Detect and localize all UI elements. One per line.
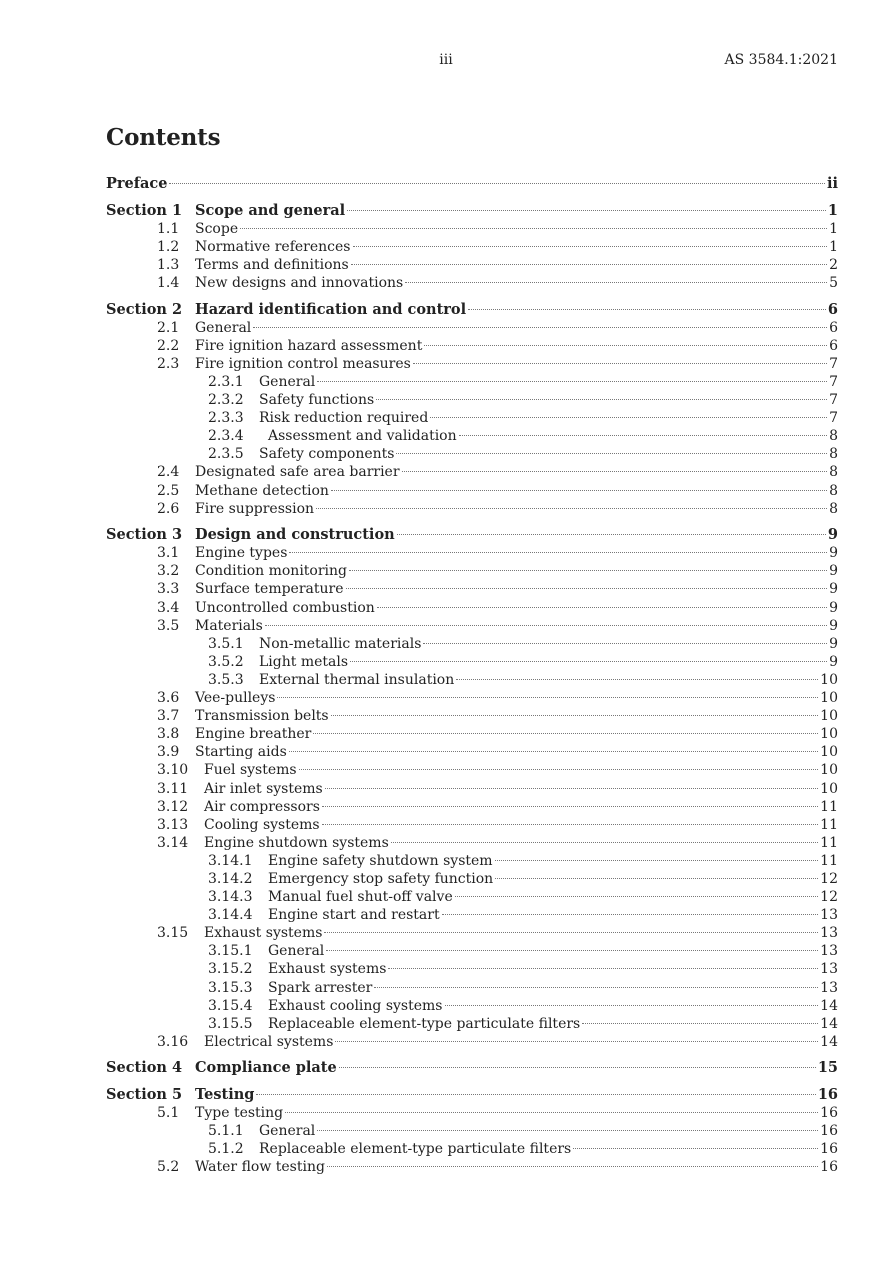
entry-page: 12 <box>820 889 838 906</box>
entry-title: Spark arrester <box>268 979 373 996</box>
dot-leader <box>423 643 827 644</box>
entry-title: Hazard identification and control <box>195 300 467 318</box>
dot-leader <box>391 842 818 843</box>
section-number: Section 5 <box>106 1086 183 1103</box>
toc-entry[interactable] <box>106 798 838 816</box>
entry-page: 1 <box>829 220 838 237</box>
dot-leader <box>317 1130 818 1131</box>
dot-leader <box>322 806 818 807</box>
entry-page: 10 <box>820 708 838 725</box>
toc-entry[interactable] <box>106 1086 838 1104</box>
entry-number: 5.2 <box>157 1159 180 1176</box>
entry-title: Exhaust systems <box>268 961 387 978</box>
entry-title: Uncontrolled combustion <box>195 599 375 616</box>
entry-page: 13 <box>820 979 838 996</box>
dot-leader <box>424 345 827 346</box>
entry-page: 9 <box>829 617 838 634</box>
entry-page: 9 <box>829 599 838 616</box>
entry-page: 6 <box>829 337 838 354</box>
toc-entry[interactable] <box>106 445 838 463</box>
standard-number: AS 3584.1:2021 <box>724 52 838 68</box>
dot-leader <box>240 228 827 229</box>
entry-page: 1 <box>827 201 838 219</box>
entry-number: 5.1 <box>157 1105 180 1122</box>
dot-leader <box>374 987 818 988</box>
toc-entry[interactable] <box>106 337 838 355</box>
toc-entry[interactable] <box>106 373 838 391</box>
dot-leader <box>327 1166 818 1167</box>
dot-leader <box>413 363 827 364</box>
entry-page: 10 <box>820 690 838 707</box>
entry-number: 2.3.3 <box>208 410 244 427</box>
entry-number: 3.15.2 <box>208 961 253 978</box>
entry-number: 3.9 <box>157 744 180 761</box>
entry-number: 2.3.4 <box>208 428 244 445</box>
entry-title: Safety components <box>259 446 395 463</box>
dot-leader <box>326 950 818 951</box>
entry-title: Type testing <box>195 1105 284 1122</box>
toc-entry[interactable] <box>106 562 838 580</box>
entry-page: 8 <box>829 500 838 517</box>
entry-number: 3.16 <box>157 1033 189 1050</box>
toc-entry[interactable] <box>106 870 838 888</box>
entry-page: 16 <box>820 1141 838 1158</box>
toc-entry[interactable] <box>106 653 838 671</box>
toc-entry[interactable] <box>106 888 838 906</box>
entry-title: Manual fuel shut-off valve <box>268 889 453 906</box>
dot-leader <box>459 435 827 436</box>
entry-page: 7 <box>829 373 838 390</box>
entry-page: 13 <box>820 943 838 960</box>
entry-number: 2.4 <box>157 464 180 481</box>
entry-title: Fire suppression <box>195 500 315 517</box>
toc-entry[interactable] <box>106 427 838 445</box>
entry-title: Light metals <box>259 653 349 670</box>
entry-title: Starting aids <box>195 744 287 761</box>
entry-number: 3.8 <box>157 726 180 743</box>
dot-leader <box>322 824 819 825</box>
entry-number: 3.3 <box>157 581 180 598</box>
entry-page: 8 <box>829 446 838 463</box>
entry-page: 11 <box>820 834 838 851</box>
toc-entry[interactable] <box>106 635 838 653</box>
dot-leader <box>253 327 827 328</box>
entry-number: 1.2 <box>157 238 180 255</box>
entry-page: 9 <box>829 563 838 580</box>
entry-page: 6 <box>827 300 838 318</box>
entry-title: Replaceable element-type particulate filters <box>259 1141 572 1158</box>
entry-title: Methane detection <box>195 482 329 499</box>
entry-number: 2.3.1 <box>208 373 244 390</box>
entry-title: Terms and definitions <box>195 256 349 273</box>
entry-page: 9 <box>829 545 838 562</box>
entry-number: 3.15.3 <box>208 979 253 996</box>
dot-leader <box>430 417 827 418</box>
entry-page: 7 <box>829 392 838 409</box>
dot-leader <box>331 715 819 716</box>
entry-title: General <box>195 319 252 336</box>
entry-title: Engine types <box>195 545 288 562</box>
dot-leader <box>396 453 827 454</box>
entry-number: 3.14.2 <box>208 870 253 887</box>
entry-page: 6 <box>829 319 838 336</box>
section-number: Section 1 <box>106 201 183 219</box>
entry-title: Preface <box>106 175 168 192</box>
toc-entry[interactable] <box>106 816 838 834</box>
entry-title: Electrical systems <box>204 1033 334 1050</box>
entry-title: Vee-pulleys <box>195 690 276 707</box>
dot-leader <box>405 282 827 283</box>
toc-entry[interactable] <box>106 780 838 798</box>
entry-page: 8 <box>829 464 838 481</box>
toc-entry[interactable] <box>106 942 838 960</box>
entry-number: 3.5.2 <box>208 653 244 670</box>
entry-title: Exhaust systems <box>204 925 323 942</box>
entry-title: General <box>268 943 325 960</box>
toc-entry[interactable] <box>106 707 838 725</box>
entry-page: 15 <box>817 1059 838 1077</box>
entry-title: Exhaust cooling systems <box>268 997 443 1014</box>
entry-number: 2.3 <box>157 355 180 372</box>
entry-page: 16 <box>820 1159 838 1176</box>
entry-title: Compliance plate <box>195 1059 337 1077</box>
entry-number: 5.1.1 <box>208 1123 244 1140</box>
entry-title: Engine shutdown systems <box>204 834 389 851</box>
entry-title: Condition monitoring <box>195 563 347 580</box>
entry-page: 9 <box>829 635 838 652</box>
section-number: Section 4 <box>106 1059 183 1077</box>
toc-entry[interactable] <box>106 1033 838 1051</box>
entry-page: 10 <box>820 762 838 779</box>
entry-title: Non-metallic materials <box>259 635 422 652</box>
dot-leader <box>265 625 827 626</box>
toc-entry[interactable] <box>106 220 838 238</box>
entry-page: 14 <box>820 1033 838 1050</box>
entry-page: 7 <box>829 355 838 372</box>
entry-page: 8 <box>829 482 838 499</box>
entry-page: 14 <box>820 997 838 1014</box>
dot-leader <box>325 788 818 789</box>
toc-entry[interactable] <box>106 544 838 562</box>
section-number: Section 2 <box>106 300 183 318</box>
table-of-contents <box>106 175 838 1176</box>
entry-title: Scope <box>195 220 239 237</box>
toc-entry[interactable] <box>106 743 838 761</box>
entry-title: Water flow testing <box>195 1159 325 1176</box>
dot-leader <box>455 896 818 897</box>
entry-page: 10 <box>820 671 838 688</box>
entry-title: Emergency stop safety function <box>268 870 494 887</box>
entry-number: 1.4 <box>157 274 180 291</box>
entry-page: 9 <box>829 581 838 598</box>
dot-leader <box>351 264 827 265</box>
entry-title: Engine safety shutdown system <box>268 852 493 869</box>
entry-number: 5.1.2 <box>208 1141 244 1158</box>
dot-leader <box>299 769 819 770</box>
toc-entry[interactable] <box>106 906 838 924</box>
dot-leader <box>331 490 827 491</box>
toc-entry[interactable] <box>106 175 838 193</box>
toc-entry[interactable] <box>106 671 838 689</box>
entry-title: Materials <box>195 617 263 634</box>
entry-number: 2.3.2 <box>208 392 244 409</box>
toc-entry[interactable] <box>106 834 838 852</box>
dot-leader <box>495 860 819 861</box>
entry-number: 2.6 <box>157 500 180 517</box>
dot-leader <box>456 679 818 680</box>
toc-entry[interactable] <box>106 463 838 481</box>
dot-leader <box>169 183 825 184</box>
dot-leader <box>377 607 827 608</box>
entry-page: 10 <box>820 726 838 743</box>
toc-entry[interactable] <box>106 1059 838 1077</box>
toc-entry[interactable] <box>106 761 838 779</box>
entry-page: 7 <box>829 410 838 427</box>
entry-title: Design and construction <box>195 526 395 544</box>
toc-entry[interactable] <box>106 202 838 220</box>
toc-entry[interactable] <box>106 1140 838 1158</box>
entry-number: 1.1 <box>157 220 180 237</box>
entry-title: Transmission belts <box>195 708 329 725</box>
section-number: Section 3 <box>106 526 183 544</box>
entry-number: 3.1 <box>157 545 180 562</box>
dot-leader <box>350 661 827 662</box>
entry-number: 2.5 <box>157 482 180 499</box>
entry-page: 2 <box>829 256 838 273</box>
entry-title: Scope and general <box>195 201 346 219</box>
entry-number: 3.5.1 <box>208 635 244 652</box>
entry-page: 16 <box>820 1105 838 1122</box>
dot-leader <box>289 751 818 752</box>
dot-leader <box>582 1023 818 1024</box>
entry-page: 10 <box>820 780 838 797</box>
entry-title: Fire ignition hazard assessment <box>195 337 423 354</box>
entry-page: 14 <box>820 1015 838 1032</box>
entry-number: 3.6 <box>157 690 180 707</box>
toc-entry[interactable] <box>106 725 838 743</box>
entry-number: 2.2 <box>157 337 180 354</box>
toc-entry[interactable] <box>106 319 838 337</box>
entry-title: General <box>259 373 316 390</box>
entry-number: 3.10 <box>157 762 189 779</box>
dot-leader <box>285 1112 818 1113</box>
dot-leader <box>353 246 828 247</box>
entry-page: 5 <box>829 274 838 291</box>
toc-entry[interactable] <box>106 391 838 409</box>
entry-number: 3.11 <box>157 780 189 797</box>
toc-entry[interactable] <box>106 599 838 617</box>
toc-entry[interactable] <box>106 355 838 373</box>
entry-number: 3.2 <box>157 563 180 580</box>
entry-page: 13 <box>820 907 838 924</box>
entry-title: Air inlet systems <box>204 780 323 797</box>
entry-title: Testing <box>195 1086 255 1103</box>
entry-title: General <box>259 1123 316 1140</box>
dot-leader <box>468 309 826 310</box>
entry-title: Fire ignition control measures <box>195 355 411 372</box>
entry-number: 3.14.3 <box>208 889 253 906</box>
entry-page: 11 <box>820 798 838 815</box>
entry-number: 3.5.3 <box>208 671 244 688</box>
entry-number: 3.7 <box>157 708 180 725</box>
dot-leader <box>573 1148 818 1149</box>
entry-page: 9 <box>829 653 838 670</box>
entry-number: 1.3 <box>157 256 180 273</box>
toc-entry[interactable] <box>106 409 838 427</box>
entry-title: Cooling systems <box>204 816 320 833</box>
toc-entry[interactable] <box>106 526 838 544</box>
toc-entry[interactable] <box>106 580 838 598</box>
entry-title: Engine start and restart <box>268 907 440 924</box>
toc-entry[interactable] <box>106 500 838 518</box>
dot-leader <box>277 697 818 698</box>
dot-leader <box>335 1041 818 1042</box>
entry-number: 3.15 <box>157 925 189 942</box>
page-title: Contents <box>106 124 221 151</box>
entry-page: 16 <box>817 1086 838 1103</box>
dot-leader <box>397 534 826 535</box>
toc-entry[interactable] <box>106 924 838 942</box>
entry-page: 16 <box>820 1123 838 1140</box>
dot-leader <box>317 381 827 382</box>
dot-leader <box>442 914 819 915</box>
entry-page: 13 <box>820 961 838 978</box>
entry-number: 2.3.5 <box>208 446 244 463</box>
dot-leader <box>316 508 827 509</box>
entry-title: Safety functions <box>259 392 375 409</box>
toc-entry[interactable] <box>106 960 838 978</box>
dot-leader <box>256 1094 815 1095</box>
dot-leader <box>289 552 827 553</box>
entry-page: 11 <box>820 852 838 869</box>
dot-leader <box>339 1067 816 1068</box>
dot-leader <box>313 733 818 734</box>
toc-entry[interactable] <box>106 1122 838 1140</box>
entry-page: 13 <box>820 925 838 942</box>
dot-leader <box>347 210 826 211</box>
entry-number: 3.14.1 <box>208 852 253 869</box>
dot-leader <box>346 588 828 589</box>
dot-leader <box>324 932 818 933</box>
entry-page: 9 <box>827 526 838 544</box>
entry-title: Designated safe area barrier <box>195 464 400 481</box>
entry-page: 11 <box>820 816 838 833</box>
entry-title: New designs and innovations <box>195 274 404 291</box>
toc-entry[interactable] <box>106 852 838 870</box>
toc-entry[interactable] <box>106 301 838 319</box>
entry-title: Assessment and validation <box>268 428 457 445</box>
toc-entry[interactable] <box>106 238 838 256</box>
entry-number: 3.14.4 <box>208 907 253 924</box>
entry-number: 2.1 <box>157 319 180 336</box>
toc-entry[interactable] <box>106 617 838 635</box>
entry-page: 1 <box>829 238 838 255</box>
toc-entry[interactable] <box>106 256 838 274</box>
entry-page: 12 <box>820 870 838 887</box>
toc-entry[interactable] <box>106 689 838 707</box>
entry-title: Air compressors <box>204 798 320 815</box>
entry-title: Risk reduction required <box>259 410 429 427</box>
entry-number: 3.5 <box>157 617 180 634</box>
entry-title: External thermal insulation <box>259 671 455 688</box>
entry-title: Replaceable element-type particulate filters <box>268 1015 581 1032</box>
dot-leader <box>495 878 818 879</box>
dot-leader <box>349 570 827 571</box>
entry-number: 3.15.5 <box>208 1015 253 1032</box>
toc-entry[interactable] <box>106 1015 838 1033</box>
toc-entry[interactable] <box>106 1104 838 1122</box>
toc-entry[interactable] <box>106 482 838 500</box>
toc-entry[interactable] <box>106 1158 838 1176</box>
entry-page: 8 <box>829 428 838 445</box>
dot-leader <box>376 399 827 400</box>
entry-page: 10 <box>820 744 838 761</box>
entry-number: 3.13 <box>157 816 189 833</box>
toc-entry[interactable] <box>106 274 838 292</box>
entry-title: Fuel systems <box>204 762 297 779</box>
entry-title: Surface temperature <box>195 581 344 598</box>
entry-number: 3.4 <box>157 599 180 616</box>
toc-entry[interactable] <box>106 979 838 997</box>
entry-number: 3.12 <box>157 798 189 815</box>
entry-number: 3.14 <box>157 834 189 851</box>
entry-page: ii <box>826 175 838 192</box>
page-number: iii <box>439 52 453 68</box>
dot-leader <box>402 471 828 472</box>
entry-title: Engine breather <box>195 726 312 743</box>
dot-leader <box>388 968 818 969</box>
toc-entry[interactable] <box>106 997 838 1015</box>
dot-leader <box>445 1005 819 1006</box>
entry-number: 3.15.1 <box>208 943 253 960</box>
entry-number: 3.15.4 <box>208 997 253 1014</box>
entry-title: Normative references <box>195 238 351 255</box>
